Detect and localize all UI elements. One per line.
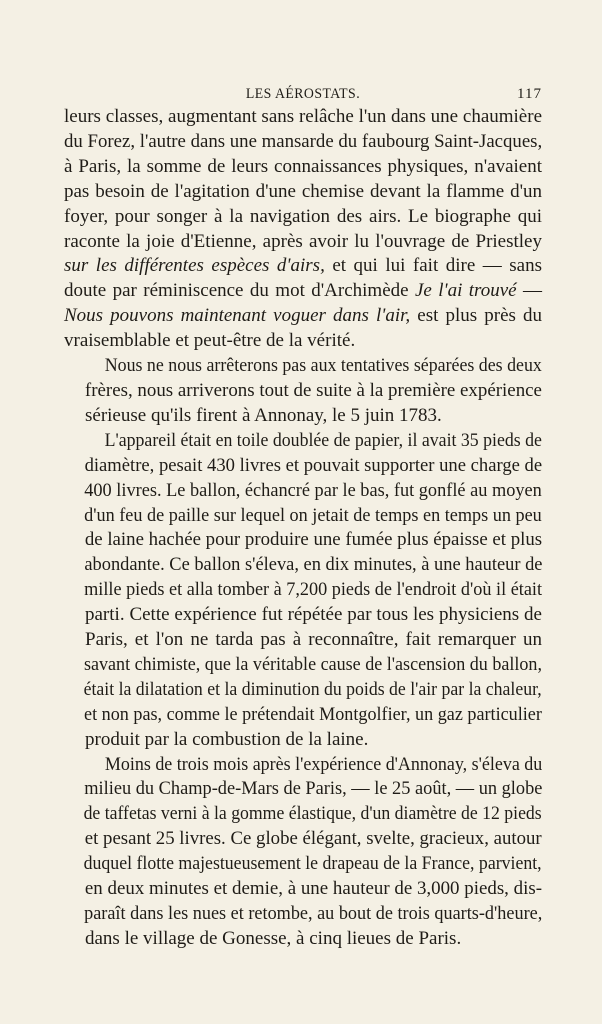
text-run: — [516,280,542,302]
text-line [85,354,542,379]
text-run: en deux minutes et demie, à une hauteur de 3,000 pieds, dis- [84,878,543,900]
text-line [64,578,542,603]
text-line [85,429,542,454]
text-line [64,254,542,279]
text-run: de taffetas verni à la gomme élastique, d'un diamètre de 12 pieds [83,803,542,825]
text-run: foyer, pour songer à la navigation des airs. Le biographe qui [64,205,542,227]
text-line [64,852,542,877]
text-run: abondante. Ce ballon s'éleva, en dix minutes, à une hauteur de [84,554,543,576]
text-run: et qui lui fait dire — sans [324,255,542,277]
text-run: savant chimiste, que la véritable cause de l'ascension du ballon, [83,653,542,675]
text-run: sérieuse qu'ils firent à Annonay, le 5 juin 1783. [85,404,442,426]
text-run: leurs classes, augmentant sans relâche l'un dans une chaumière [64,106,542,127]
text-line [64,877,542,902]
text-line [64,329,542,354]
text-line [64,404,542,429]
page-number: 117 [517,86,542,102]
text-run: raconte la joie d'Etienne, après avoir lu l'ouvrage de Priestley [64,230,542,252]
text-run: mille pieds et alla tomber à 7,200 pieds de l'endroit d'où il était [84,579,543,601]
paragraph [64,354,542,429]
text-line [64,927,542,952]
text-run: duquel flotte majestueusement le drapeau de la France, parvient, [83,853,542,875]
text-run: de laine hachée pour produire une fumée plus épaisse et plus [84,529,543,551]
text-run: Nous ne nous arrêterons pas aux tentatives séparées des deux [104,355,542,377]
text-line [64,703,542,728]
running-title: LES AÉROSTATS. [245,86,361,102]
text-line [64,304,542,329]
text-line [64,105,542,130]
text-line [64,777,542,802]
text-run: parti. Cette expérience fut répétée par tous les physiciens de [85,604,542,626]
text-line [64,230,542,255]
text-line [64,180,542,205]
text-run: milieu du Champ-de-Mars de Paris, — le 25 août, — un globe [84,778,543,800]
text-line [85,753,542,778]
text-run: à Paris, la somme de leurs connaissances physiques, n'avaient [64,155,542,177]
text-line [64,379,542,404]
text-line [64,553,542,578]
text-line [64,155,542,180]
text-line [64,603,542,628]
paragraph [64,105,542,354]
text-run: d'un feu de paille sur lequel on jetait de temps en temps un peu [84,504,542,526]
text-line [64,653,542,678]
text-run: était la dilatation et la diminution du poids de l'air par la chaleur, [83,678,542,700]
text-line [64,902,542,927]
text-run: du Forez, l'autre dans une mansarde du faubourg Saint-Jacques, [64,130,543,152]
text-line [64,678,542,703]
text-run: et non pas, comme le prétendait Montgolfier, un gaz particulier [84,703,542,725]
text-run: dans le village de Gonesse, à cinq lieues de Paris. [85,927,462,949]
italic-text: sur les différentes espèces d'airs, [64,255,325,277]
italic-text: Nous pouvons maintenant voguer dans l'air, [64,305,411,327]
text-line [64,827,542,852]
paragraph [64,429,542,753]
text-run: et pesant 25 livres. Ce globe élégant, svelte, gracieux, autour [84,828,542,850]
text-line [64,802,542,827]
text-run: produit par la combustion de la laine. [85,728,369,750]
text-run: paraît dans les nues et retombe, au bout de trois quarts-d'heure, [84,903,543,924]
text-line [64,479,542,504]
text-line [64,728,542,753]
text-run: vraisemblable et peut-être de la vérité. [64,330,356,352]
text-run: doute par réminiscence du mot d'Archimède [64,280,415,302]
text-line [64,279,542,304]
paragraph [64,753,542,952]
text-line [64,205,542,230]
text-run: Moins de trois mois après l'expérience d'Annonay, s'éleva du [104,753,543,775]
text-line [64,504,542,529]
text-run: L'appareil était en toile doublée de papier, il avait 35 pieds de [104,429,542,451]
text-run: pas besoin de l'agitation d'une chemise devant la flamme d'un [64,180,542,202]
body-text [64,105,542,952]
text-line [64,454,542,479]
text-line [64,628,542,653]
text-line [64,130,542,155]
italic-text: Je l'ai trouvé [414,280,517,302]
text-run: frères, nous arriverons tout de suite à la première expérience [84,379,542,401]
text-run: Paris, et l'on ne tarda pas à reconnaître, fait remarquer un [85,629,542,651]
text-run: 400 livres. Le ballon, échancré par le bas, fut gonflé au moyen [84,479,542,501]
text-run: diamètre, pesait 430 livres et pouvait supporter une charge de [84,454,543,476]
text-line [64,528,542,553]
text-run: est plus près du [410,305,543,327]
